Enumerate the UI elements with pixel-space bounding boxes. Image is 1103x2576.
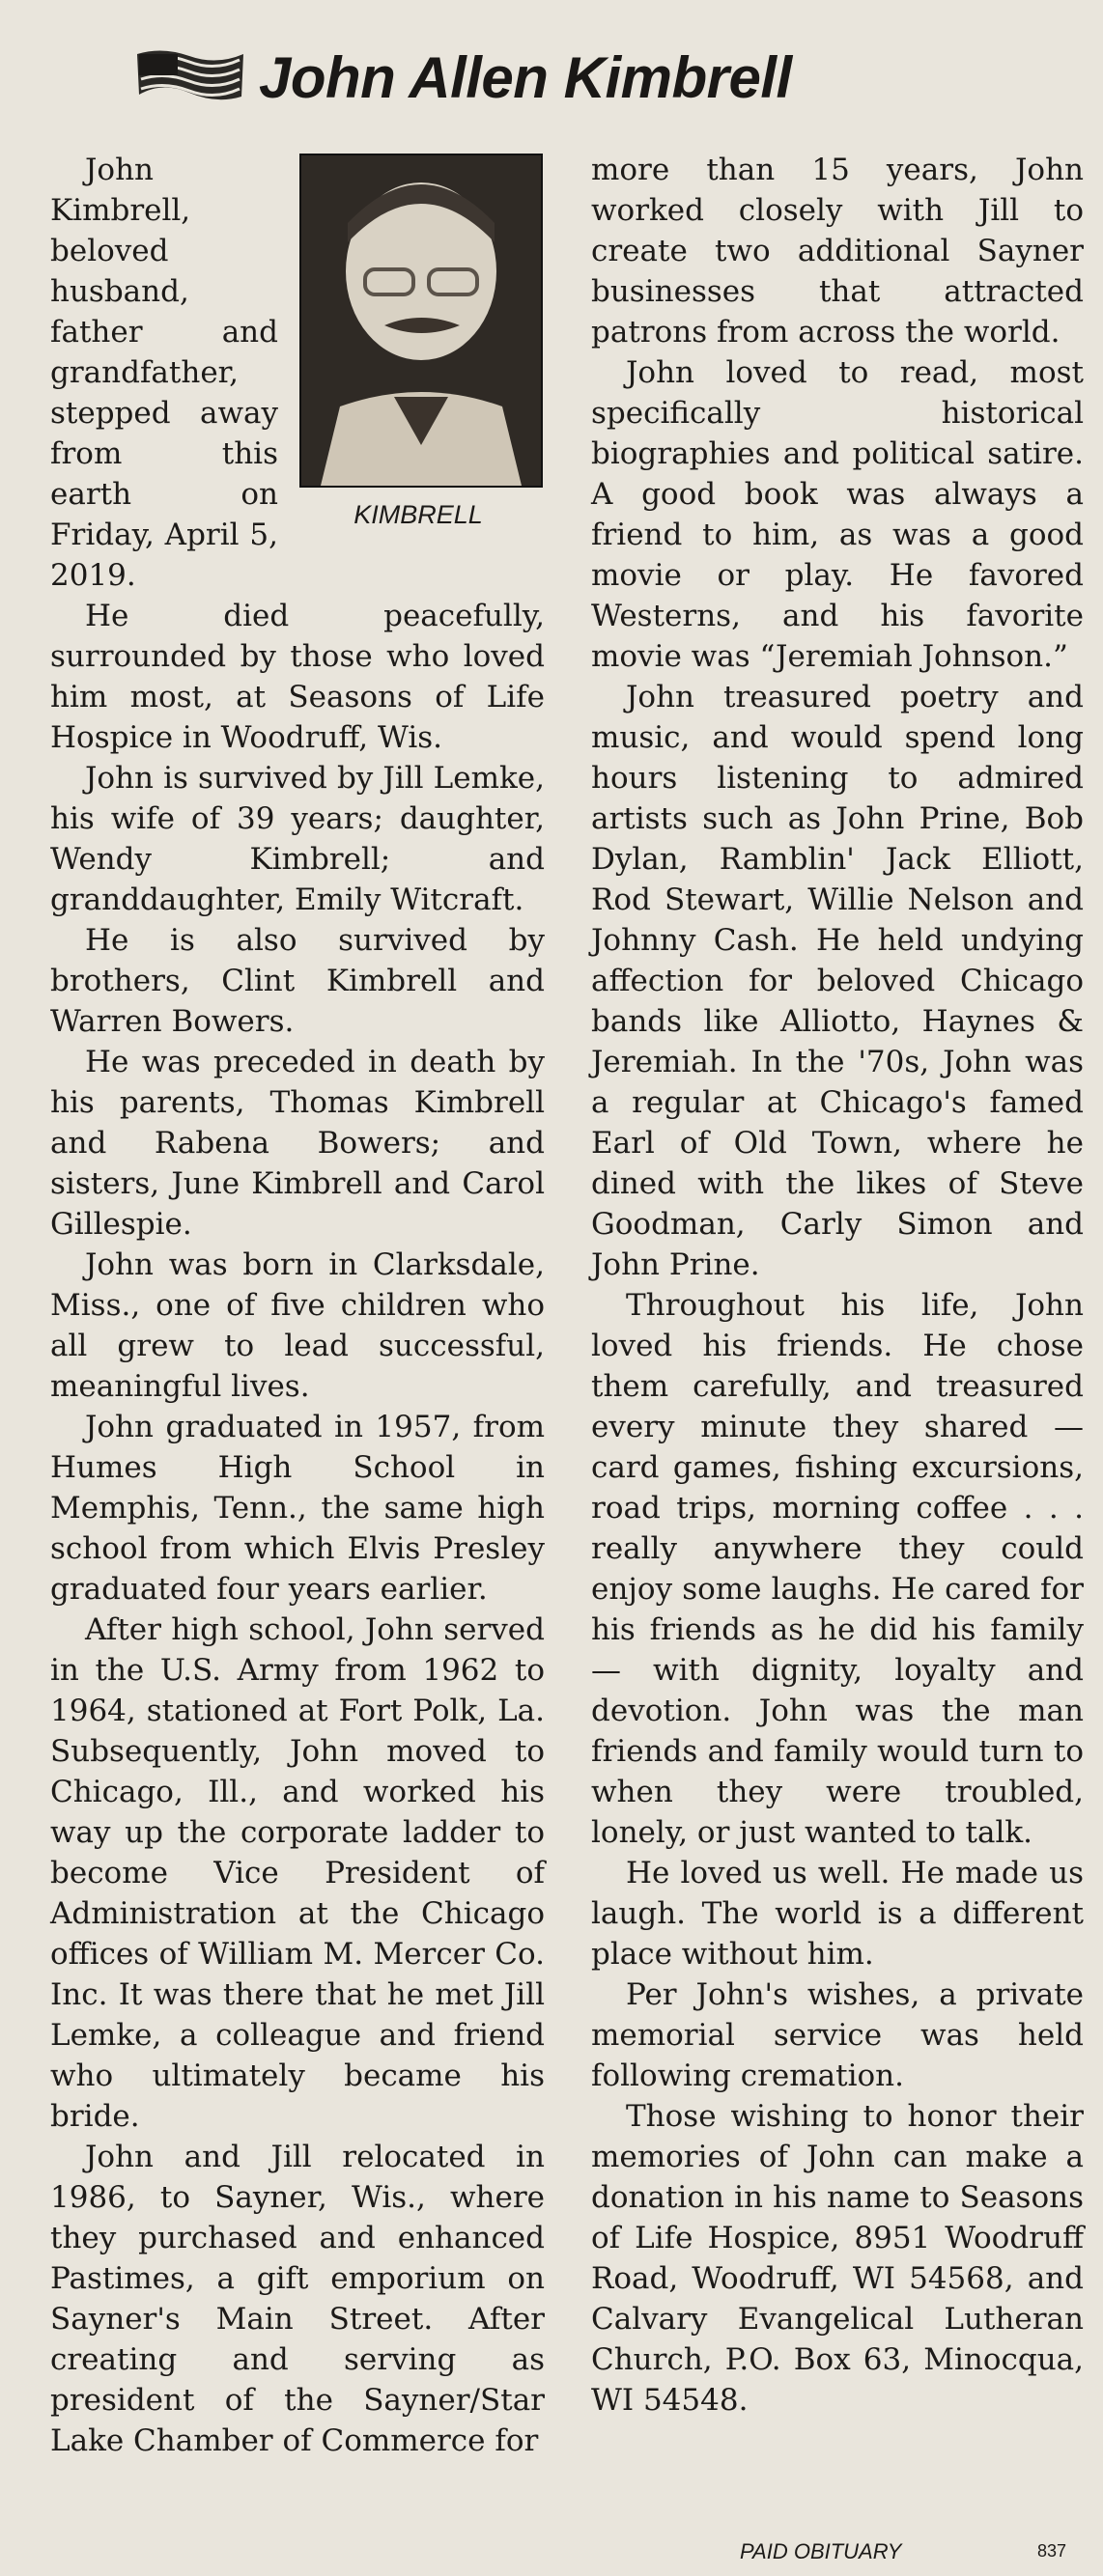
right-paragraph: more than 15 years, John worked closely with Jill to create two additional Sayner businesses that attracted patrons from across the world. xyxy=(591,153,1084,350)
left-paragraph: John Kimbrell, beloved husband, father and grandfather, stepped away from this earth on Friday, April 5, 2019. xyxy=(50,153,278,593)
portrait-photo xyxy=(299,154,543,488)
right-paragraph: Throughout his life, John loved his friends. He chose them carefully, and treasured every minute they shared — card games, fishing excursions, road trips, morning coffee . . . really anywhere they could enjoy some laughs. He cared for his friends as he did his family — with dignity, loyalty and devotion. John was the man friends and family would turn to when they were troubled, lonely, or just wanted to talk. xyxy=(591,1288,1084,1850)
left-paragraph: He died peacefully, surrounded by those who loved him most, at Seasons of Life Hospice in Woodruff, Wis. xyxy=(50,599,545,755)
right-paragraph: John loved to read, most specifically historical biographies and political satire. A good book was always a friend to him, as was a good movie or play. He favored Westerns, and his favorite movie was “Jeremiah Johnson.” xyxy=(591,355,1084,674)
left-paragraph: He is also survived by brothers, Clint Kimbrell and Warren Bowers. xyxy=(50,923,545,1039)
right-paragraph: He loved us well. He made us laugh. The world is a different place without him. xyxy=(591,1856,1084,1972)
obituary-header xyxy=(0,17,1103,133)
left-paragraph: John is survived by Jill Lemke, his wife of 39 years; daughter, Wendy Kimbrell; and granddaughter, Emily Witcraft. xyxy=(50,761,545,917)
ad-code: 837 xyxy=(1037,2541,1067,2561)
left-column xyxy=(50,150,545,2461)
paid-obituary-label: PAID OBITUARY xyxy=(740,2539,902,2563)
portrait-caption: KIMBRELL xyxy=(354,500,483,529)
left-paragraph: John and Jill relocated in 1986, to Sayner, Wis., where they purchased and enhanced Pastimes, a gift emporium on Sayner's Main Street. After creating and serving as president of the Sayner/Star Lake Chamber of Commerce for xyxy=(50,2140,545,2458)
left-paragraph: He was preceded in death by his parents, Thomas Kimbrell and Rabena Bowers; and sisters, June Kimbrell and Carol Gillespie. xyxy=(50,1045,545,1242)
left-paragraph: John was born in Clarksdale, Miss., one of five children who all grew to lead successful, meaningful lives. xyxy=(50,1247,545,1404)
obituary-title: John Allen Kimbrell xyxy=(259,45,792,110)
left-paragraph: John graduated in 1957, from Humes High School in Memphis, Tenn., the same high school from which Elvis Presley graduated four years earlier. xyxy=(50,1410,545,1607)
portrait-block xyxy=(292,154,545,532)
flag-icon xyxy=(133,46,247,102)
right-paragraph: Those wishing to honor their memories of John can make a donation in his name to Seasons of Life Hospice, 8951 Woodruff Road, Woodruff, WI 54568, and Calvary Evangelical Lutheran Church, P.O. Box 63, Minocqua, WI 54548. xyxy=(591,2099,1084,2418)
left-paragraph: After high school, John served in the U.S. Army from 1962 to 1964, stationed at Fort Polk, La. Subsequently, John moved to Chicago, Ill., and worked his way up the corporate ladder to become Vice President of Administration at the Chicago offices of William M. Mercer Co. Inc. It was there that he met Jill Lemke, a colleague and friend who ultimately became his bride. xyxy=(50,1612,545,2134)
right-column xyxy=(591,150,1084,2421)
right-paragraph: John treasured poetry and music, and would spend long hours listening to admired artists such as John Prine, Bob Dylan, Ramblin' Jack Elliott, Rod Stewart, Willie Nelson and Johnny Cash. He held undying affection for beloved Chicago bands like Alliotto, Haynes & Jeremiah. In the '70s, John was a regular at Chicago's famed Earl of Old Town, where he dined with the likes of Steve Goodman, Carly Simon and John Prine. xyxy=(591,680,1084,1282)
portrait-image xyxy=(301,155,541,486)
right-paragraph: Per John's wishes, a private memorial service was held following cremation. xyxy=(591,1977,1084,2093)
